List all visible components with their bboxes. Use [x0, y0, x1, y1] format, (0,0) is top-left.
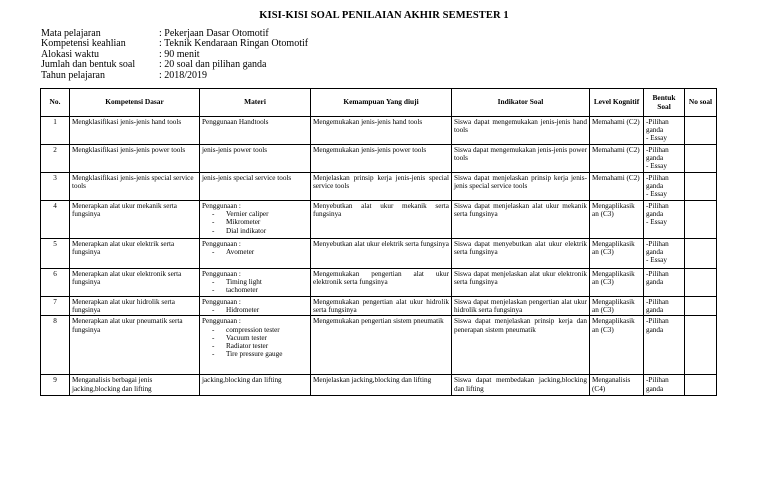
cell-level-kognitif: Memahami (C2)	[590, 117, 644, 145]
cell-level-kognitif: Memahami (C2)	[590, 173, 644, 201]
header-no: No.	[41, 89, 70, 117]
bentuk-line: ganda	[646, 210, 664, 219]
table-row	[41, 201, 717, 239]
cell-materi	[200, 145, 311, 173]
bentuk-line: ganda	[646, 154, 664, 163]
header-kemampuan: Kemampuan Yang diuji	[311, 89, 452, 117]
cell-no: 6	[41, 269, 70, 297]
cell-kompetensi-dasar: Mengklasifikasi jenis-jenis power tools	[70, 145, 200, 173]
cell-bentuk-soal	[644, 173, 685, 201]
cell-indikator-soal: Siswa dapat menjelaskan alat ukur mekanik serta fungsinya	[452, 201, 590, 239]
cell-indikator-soal: Siswa dapat mengemukakan jenis-jenis power tools	[452, 145, 590, 173]
cell-indikator-soal: Siswa dapat menjelaskan pengertian alat ukur hidrolik serta fungsinya	[452, 297, 590, 316]
document-meta	[41, 29, 308, 81]
cell-no: 9	[41, 375, 70, 396]
cell-indikator-soal: Siswa dapat membedakan jacking,blocking dan lifting	[452, 375, 590, 396]
header-indikator-soal: Indikator Soal	[452, 89, 590, 117]
bentuk-line: - Essay	[646, 256, 667, 265]
bentuk-line: - Essay	[646, 134, 667, 143]
materi-list-item: - compression tester	[212, 326, 308, 334]
cell-kompetensi-dasar: Menerapkan alat ukur pneumatik serta fungsinya	[70, 316, 200, 375]
meta-value: : 2018/2019	[159, 69, 208, 81]
table-row	[41, 173, 717, 201]
cell-no: 1	[41, 117, 70, 145]
cell-no: 8	[41, 316, 70, 375]
cell-kemampuan: Mengemukakan pengertian alat ukur elektronik serta fungsinya	[311, 269, 452, 297]
materi-text: Penggunaan :	[202, 298, 241, 306]
cell-kompetensi-dasar: Menerapkan alat ukur hidrolik serta fungsinya	[70, 297, 200, 316]
meta-value: : 20 soal dan pilihan ganda	[159, 59, 267, 71]
table-row	[41, 239, 717, 269]
document-title: KISI-KISI SOAL PENILAIAN AKHIR SEMESTER 1	[259, 10, 509, 21]
meta-label: Alokasi waktu	[41, 48, 100, 60]
cell-indikator-soal: Siswa dapat menyebutkan alat ukur elektrik serta fungsinya	[452, 239, 590, 269]
cell-bentuk-soal	[644, 269, 685, 297]
bentuk-line: -Pilihan	[646, 146, 669, 154]
cell-no-soal	[685, 145, 717, 173]
cell-kompetensi-dasar: Menerapkan alat ukur mekanik serta fungsinya	[70, 201, 200, 239]
materi-text: Penggunaan :	[202, 240, 241, 248]
bentuk-line: ganda	[646, 278, 664, 287]
cell-kemampuan: Menjelaskan jacking,blocking dan lifting	[311, 375, 452, 396]
cell-kemampuan: Mengemukakan jenis-jenis hand tools	[311, 117, 452, 145]
table-header-row	[41, 89, 717, 117]
cell-level-kognitif: Mengaplikasik an (C3)	[590, 316, 644, 375]
cell-materi	[200, 316, 311, 375]
materi-list-item: - Vacuum tester	[212, 334, 308, 342]
materi-list-item: - Avometer	[212, 248, 308, 256]
cell-level-kognitif: Memahami (C2)	[590, 145, 644, 173]
cell-materi	[200, 173, 311, 201]
cell-level-kognitif: Menganalisis (C4)	[590, 375, 644, 396]
cell-kompetensi-dasar: Mengklasifikasi jenis-jenis special service tools	[70, 173, 200, 201]
header-materi: Materi	[200, 89, 311, 117]
cell-bentuk-soal	[644, 201, 685, 239]
cell-materi	[200, 297, 311, 316]
materi-text: Penggunaan :	[202, 202, 241, 210]
cell-bentuk-soal	[644, 297, 685, 316]
cell-bentuk-soal	[644, 316, 685, 375]
cell-no: 3	[41, 173, 70, 201]
materi-list-item: - Vernier caliper	[212, 210, 308, 218]
cell-kemampuan: Mengemukakan jenis-jenis power tools	[311, 145, 452, 173]
materi-list	[202, 210, 308, 235]
bentuk-line: -Pilihan	[646, 240, 669, 248]
cell-no-soal	[685, 239, 717, 269]
cell-bentuk-soal	[644, 239, 685, 269]
materi-text: jenis-jenis special service tools	[202, 174, 292, 182]
cell-no-soal	[685, 173, 717, 201]
materi-list-item: - Timing light	[212, 278, 308, 286]
cell-materi	[200, 201, 311, 239]
bentuk-line: -Pilihan	[646, 270, 669, 278]
cell-kemampuan: Menjelaskan prinsip kerja jenis-jenis special service tools	[311, 173, 452, 201]
materi-text: jacking,blocking dan lifting	[202, 376, 282, 385]
bentuk-line: ganda	[646, 126, 664, 135]
materi-list-item: - tachometer	[212, 286, 308, 294]
cell-no-soal	[685, 201, 717, 239]
table-row	[41, 269, 717, 297]
materi-text: Penggunaan :	[202, 270, 241, 278]
materi-list	[202, 248, 308, 256]
cell-no: 4	[41, 201, 70, 239]
bentuk-line: ganda	[646, 306, 664, 315]
bentuk-line: -Pilihan	[646, 174, 669, 182]
cell-materi	[200, 117, 311, 145]
materi-list-item: - Mikrometer	[212, 218, 308, 226]
cell-kompetensi-dasar: Menerapkan alat ukur elektrik serta fungsinya	[70, 239, 200, 269]
meta-label: Tahun pelajaran	[41, 69, 105, 81]
cell-no-soal	[685, 117, 717, 145]
materi-list	[202, 306, 308, 314]
cell-kemampuan: Menyebutkan alat ukur mekanik serta fungsinya	[311, 201, 452, 239]
materi-text: Penggunaan :	[202, 317, 241, 326]
meta-value: : Teknik Kendaraan Ringan Otomotif	[159, 38, 309, 50]
cell-indikator-soal: Siswa dapat menjelaskan prinsip kerja dan penerapan sistem pneumatik	[452, 316, 590, 375]
materi-list	[202, 278, 308, 294]
bentuk-line: ganda	[646, 182, 664, 191]
table-row	[41, 297, 717, 316]
cell-kompetensi-dasar: Menganalisis berbagai jenis jacking,blocking dan lifting	[70, 375, 200, 396]
cell-level-kognitif: Mengaplikasik an (C3)	[590, 297, 644, 316]
materi-text: Penggunaan Handtools	[202, 118, 269, 126]
cell-no-soal	[685, 269, 717, 297]
table-row	[41, 375, 717, 396]
kisi-kisi-table	[40, 88, 717, 396]
cell-no: 7	[41, 297, 70, 316]
meta-label: Mata pelajaran	[41, 28, 101, 39]
cell-materi	[200, 375, 311, 396]
bentuk-line: -Pilihan	[646, 202, 669, 210]
bentuk-line: ganda	[646, 248, 664, 257]
cell-indikator-soal: Siswa dapat menjelaskan alat ukur elektronik serta fungsinya	[452, 269, 590, 297]
cell-kemampuan: Mengemukakan pengertian alat ukur hidrolik serta fungsinya	[311, 297, 452, 316]
cell-level-kognitif: Mengaplikasik an (C3)	[590, 269, 644, 297]
meta-row	[41, 71, 308, 81]
cell-bentuk-soal	[644, 145, 685, 173]
cell-kemampuan: Mengemukakan pengertian sistem pneumatik	[311, 316, 452, 375]
cell-indikator-soal: Siswa dapat menjelaskan prinsip kerja jenis-jenis special service tools	[452, 173, 590, 201]
header-level-kognitif: Level Kognitif	[590, 89, 644, 117]
header-no-soal: No soal	[685, 89, 717, 117]
cell-kemampuan: Menyebutkan alat ukur elektrik serta fungsinya	[311, 239, 452, 269]
cell-no: 2	[41, 145, 70, 173]
bentuk-line: - Essay	[646, 190, 667, 199]
table-row	[41, 117, 717, 145]
meta-label: Kompetensi keahlian	[41, 38, 126, 50]
bentuk-line: ganda	[646, 325, 664, 334]
cell-no: 5	[41, 239, 70, 269]
bentuk-line: -Pilihan	[646, 298, 669, 306]
bentuk-line: - Essay	[646, 162, 667, 171]
bentuk-line: -Pilihan	[646, 317, 669, 326]
cell-bentuk-soal	[644, 375, 685, 396]
table-row	[41, 316, 717, 375]
materi-list-item: - Radiator tester	[212, 342, 308, 350]
materi-list	[202, 326, 308, 359]
meta-value: : 90 menit	[159, 48, 200, 60]
cell-kompetensi-dasar: Menerapkan alat ukur elektronik serta fungsinya	[70, 269, 200, 297]
materi-list-item: - Tire pressure gauge	[212, 350, 308, 358]
cell-indikator-soal: Siswa dapat mengemukakan jenis-jenis hand tools	[452, 117, 590, 145]
cell-no-soal	[685, 316, 717, 375]
meta-value: : Pekerjaan Dasar Otomotif	[159, 28, 269, 39]
meta-label: Jumlah dan bentuk soal	[41, 59, 136, 71]
bentuk-line: -Pilihan	[646, 118, 669, 126]
cell-level-kognitif: Mengaplikasik an (C3)	[590, 239, 644, 269]
cell-bentuk-soal	[644, 117, 685, 145]
table-row	[41, 145, 717, 173]
bentuk-line: ganda	[646, 384, 664, 393]
materi-text: jenis-jenis power tools	[202, 146, 268, 154]
cell-materi	[200, 269, 311, 297]
bentuk-line: - Essay	[646, 218, 667, 227]
materi-list-item: - Dial indikator	[212, 227, 308, 235]
materi-list-item: - Hidrometer	[212, 306, 308, 314]
bentuk-line: -Pilihan	[646, 376, 669, 385]
cell-no-soal	[685, 297, 717, 316]
cell-materi	[200, 239, 311, 269]
header-kompetensi-dasar: Kompetensi Dasar	[70, 89, 200, 117]
cell-no-soal	[685, 375, 717, 396]
cell-level-kognitif: Mengaplikasik an (C3)	[590, 201, 644, 239]
cell-kompetensi-dasar: Mengklasifikasi jenis-jenis hand tools	[70, 117, 200, 145]
header-bentuk-soal: Bentuk Soal	[644, 89, 685, 117]
